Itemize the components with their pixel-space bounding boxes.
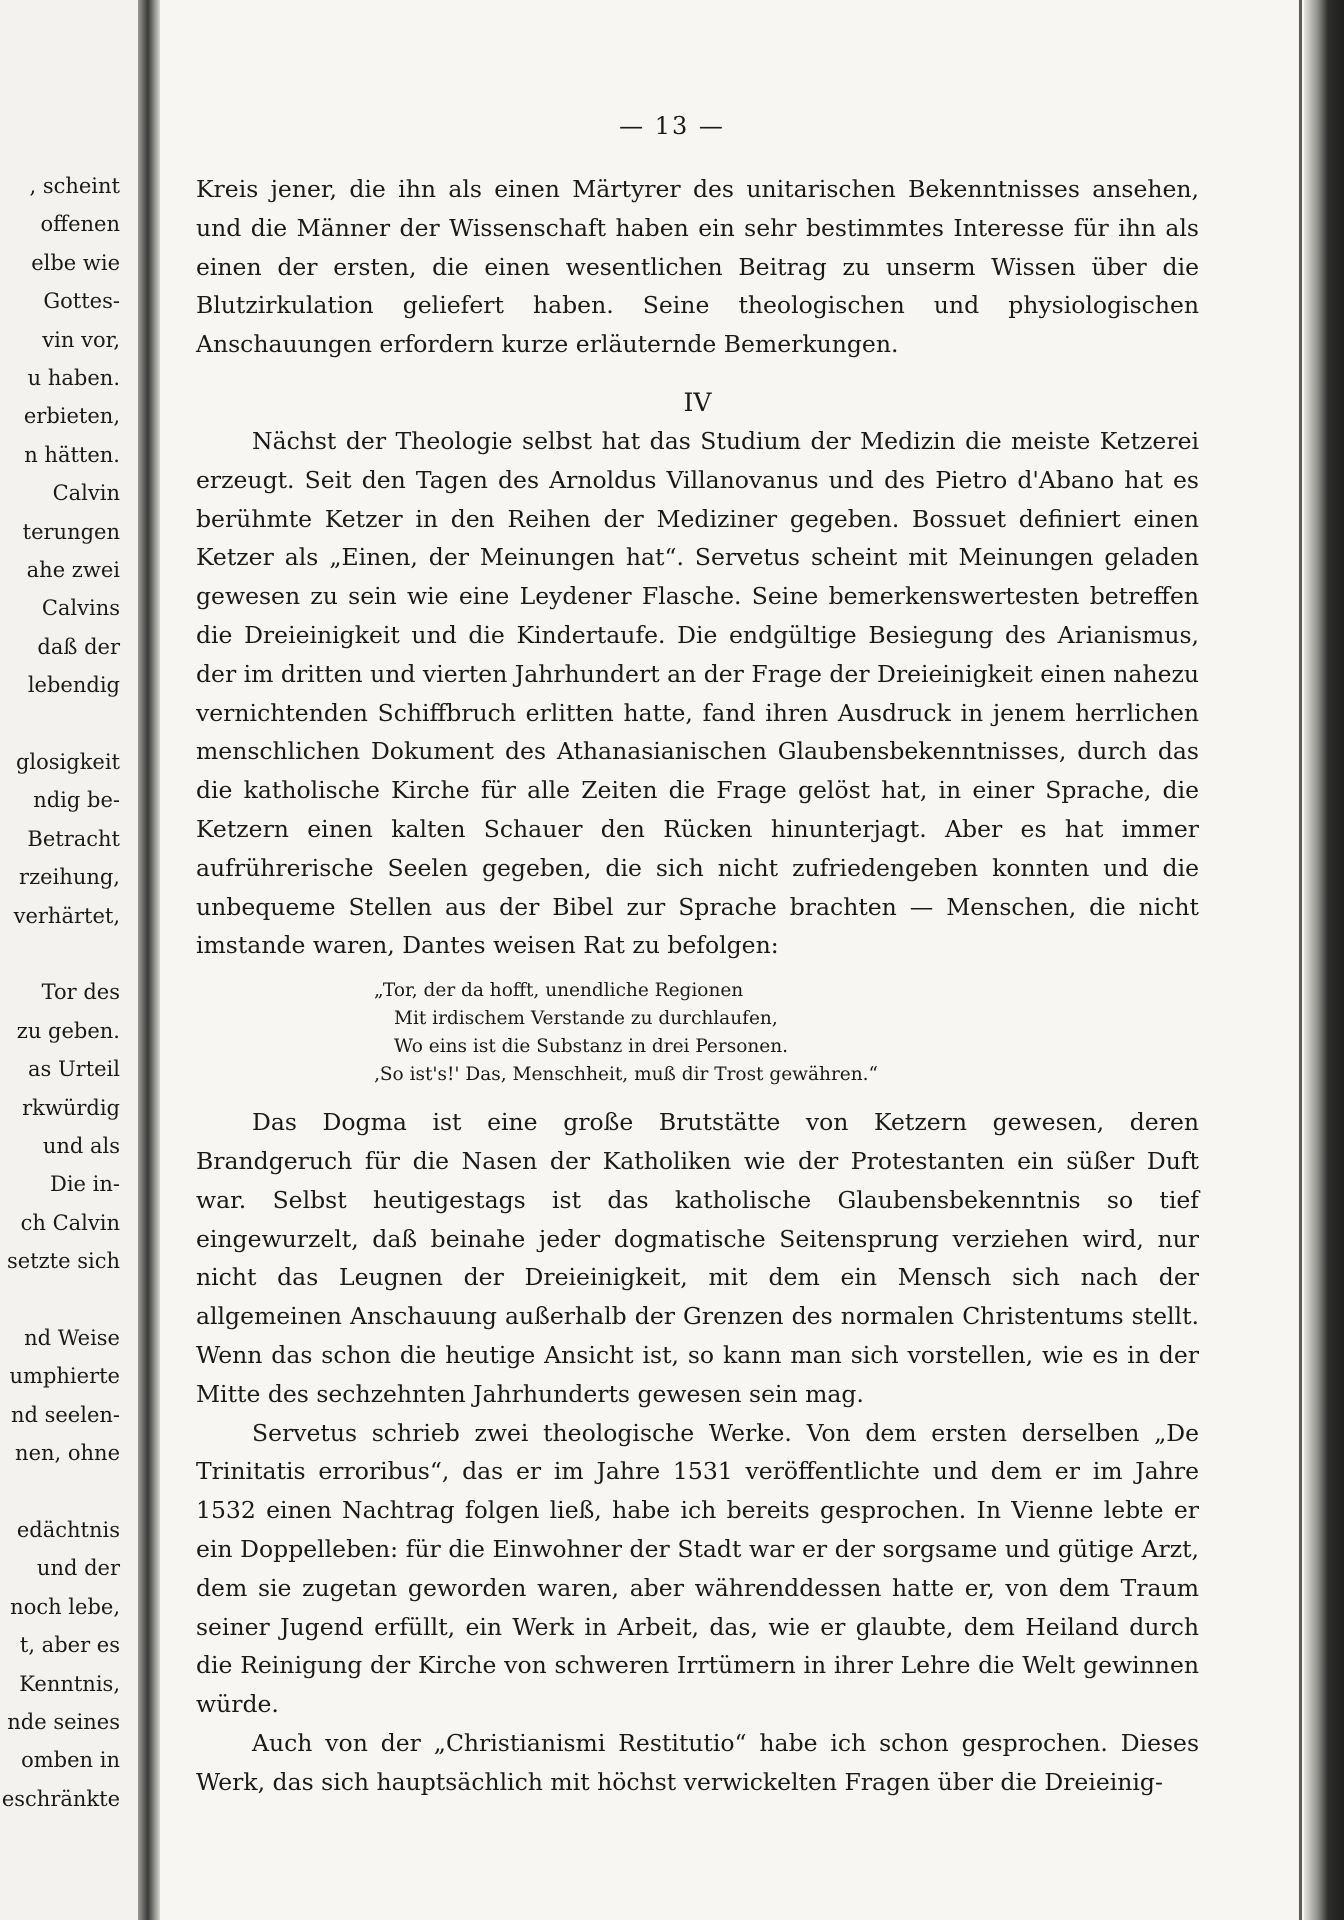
- left-page-line: offenen: [40, 212, 120, 237]
- section-heading: IV: [683, 387, 712, 417]
- paragraph: Auch von der „Christianismi Restitutio“ habe ich schon gesprochen. Dieses Werk, das sich hauptsächlich mit höchst verwickelten Fragen über die Dreieinig-: [196, 1728, 1199, 1796]
- left-page-line: glosigkeit: [15, 750, 120, 774]
- verse-line: Wo eins ist die Substanz in drei Personen.: [394, 1036, 789, 1058]
- left-page-line: daß der: [37, 634, 120, 659]
- left-page-line: rkwürdig: [22, 1095, 120, 1120]
- page-body: [196, 170, 1199, 1801]
- verse-line: „Tor, der da hofft, unendliche Regionen: [374, 980, 744, 1002]
- left-page-line: as Urteil: [27, 1057, 120, 1082]
- page-number: — 13 —: [619, 112, 725, 140]
- left-page-line: elbe wie: [31, 250, 120, 275]
- left-page-line: nd seelen-: [10, 1402, 120, 1427]
- left-page-line: t, aber es: [19, 1633, 120, 1658]
- left-page-line: vin vor,: [42, 327, 120, 352]
- left-page-line: setzte sich: [6, 1249, 120, 1274]
- left-page-line: u haben.: [27, 366, 120, 390]
- page-edge-shadow: [1304, 0, 1344, 1920]
- left-page-line: Calvin: [52, 481, 120, 506]
- verse-line: ‚So ist's!' Das, Menschheit, muß dir Trost gewähren.“: [374, 1064, 878, 1086]
- left-page-line: ahe zwei: [26, 558, 120, 582]
- left-page-line: ch Calvin: [20, 1210, 120, 1235]
- paragraph: Kreis jener, die ihn als einen Märtyrer des unitarischen Bekenntnisses ansehen, und die Männer der Wissenschaft haben ein sehr bestimmtes Interesse für ihn als einen der ersten, die einen wesentlichen Beitrag zu unserm Wissen über die Blutzirkulation geliefert haben. Seine theologischen und physiologischen Anschauungen erfordern kurze erläuternde Bemerkungen.: [196, 175, 1199, 359]
- left-page-line: eschränkte: [1, 1786, 120, 1811]
- left-page-line: Betracht: [27, 826, 120, 851]
- left-page-line: verhärtet,: [13, 903, 120, 928]
- adjacent-page-fragment: [0, 0, 138, 1920]
- left-page-line: und als: [42, 1134, 120, 1158]
- paragraph: Das Dogma ist eine große Brutstätte von Ketzern gewesen, deren Brandgeruch für die Nasen der Katholiken wie der Protestanten ein süßer Duft war. Selbst heutigestags ist das katholische Glaubensbekenntnis so tief eingewurzelt, daß beinahe jeder dogmatische Seitensprung verziehen wird, nur nicht das Leugnen der Dreieinigkeit, mit dem ein Mensch sich nach der allgemeinen Anschauung außerhalb der Grenzen des normalen Christentums stellt. Wenn das schon die heutige Ansicht ist, so kann man sich vorstellen, wie es in der Mitte des sechzehnten Jahrhunderts gewesen sein mag.: [196, 1108, 1199, 1408]
- left-page-line: n hätten.: [24, 442, 120, 467]
- book-gutter: [138, 0, 160, 1920]
- left-page-line: , scheint: [29, 174, 120, 198]
- quoted-verse: [196, 977, 1199, 1089]
- left-page-line: zu geben.: [16, 1018, 120, 1043]
- left-page-line: omben in: [21, 1748, 120, 1773]
- left-page-line: Die in-: [50, 1172, 120, 1197]
- left-page-line: Tor des: [41, 980, 120, 1005]
- left-page-line: nde seines: [7, 1710, 120, 1734]
- left-page-line: edächtnis: [16, 1518, 120, 1542]
- left-page-line: umphierte: [9, 1364, 120, 1389]
- left-page-line: erbieten,: [23, 404, 120, 429]
- left-page-line: lebendig: [27, 673, 120, 698]
- left-page-line: terungen: [22, 519, 120, 544]
- paragraph: Servetus schrieb zwei theologische Werke. Von dem ersten derselben „De Trinitatis erroribus“, das er im Jahre 1531 veröffentlichte und dem er im Jahre 1532 einen Nachtrag folgen ließ, habe ich bereits gesprochen. In Vienne lebte er ein Doppelleben: für die Einwohner der Stadt war er der sorgsame und gütige Arzt, dem sie zugetan geworden waren, aber währenddessen hatte er, von dem Traum seiner Jugend erfüllt, ein Werk in Arbeit, das, wie er glaubte, dem Heiland durch die Reinigung der Kirche von schweren Irrtümern in ihrer Lehre die Welt gewinnen würde.: [196, 1418, 1199, 1719]
- left-page-line: Calvins: [41, 596, 120, 621]
- verse-line: Mit irdischem Verstande zu durchlaufen,: [394, 1008, 778, 1030]
- left-page-line: Kenntnis,: [19, 1671, 120, 1696]
- paragraph: Nächst der Theologie selbst hat das Studium der Medizin die meiste Ketzerei erzeugt. Seit den Tagen des Arnoldus Villanovanus und des Pietro d'Abano hat es berühmte Ketzer in den Reihen der Mediziner gegeben. Bossuet definiert einen Ketzer als „Einen, der Meinungen hat“. Servetus scheint mit Meinungen geladen gewesen zu sein wie eine Leydener Flasche. Seine bemerkenswertesten betreffen die Dreieinigkeit und die Kindertaufe. Die endgültige Besiegung des Arianismus, der im dritten und vierten Jahrhundert an der Frage der Dreieinigkeit einen nahezu vernichtenden Schiffbruch erlitten hatte, fand ihren Ausdruck in jenem herrlichen menschlichen Dokument des Athanasianischen Glaubensbekenntnisses, durch das die katholische Kirche für alle Zeiten die Frage gelöst hat, in einer Sprache, die Ketzern einen kalten Schauer den Rücken hinunterjagt. Aber es hat immer aufrührerische Seelen gegeben, die sich nicht zufriedengeben konnten und die unbequeme Stellen aus der Bibel zur Sprache brachten — Menschen, die nicht imstande waren, Dantes weisen Rat zu befolgen:: [196, 426, 1199, 960]
- left-page-line: noch lebe,: [10, 1594, 120, 1619]
- left-page-line: rzeihung,: [19, 865, 120, 890]
- left-page-line: ndig be-: [33, 788, 120, 813]
- left-page-line: nen, ohne: [15, 1441, 120, 1466]
- page-edge-line: [1299, 0, 1302, 1920]
- left-page-line: und der: [36, 1556, 120, 1581]
- left-page-line: nd Weise: [24, 1326, 120, 1350]
- left-page-line: Gottes-: [43, 289, 120, 314]
